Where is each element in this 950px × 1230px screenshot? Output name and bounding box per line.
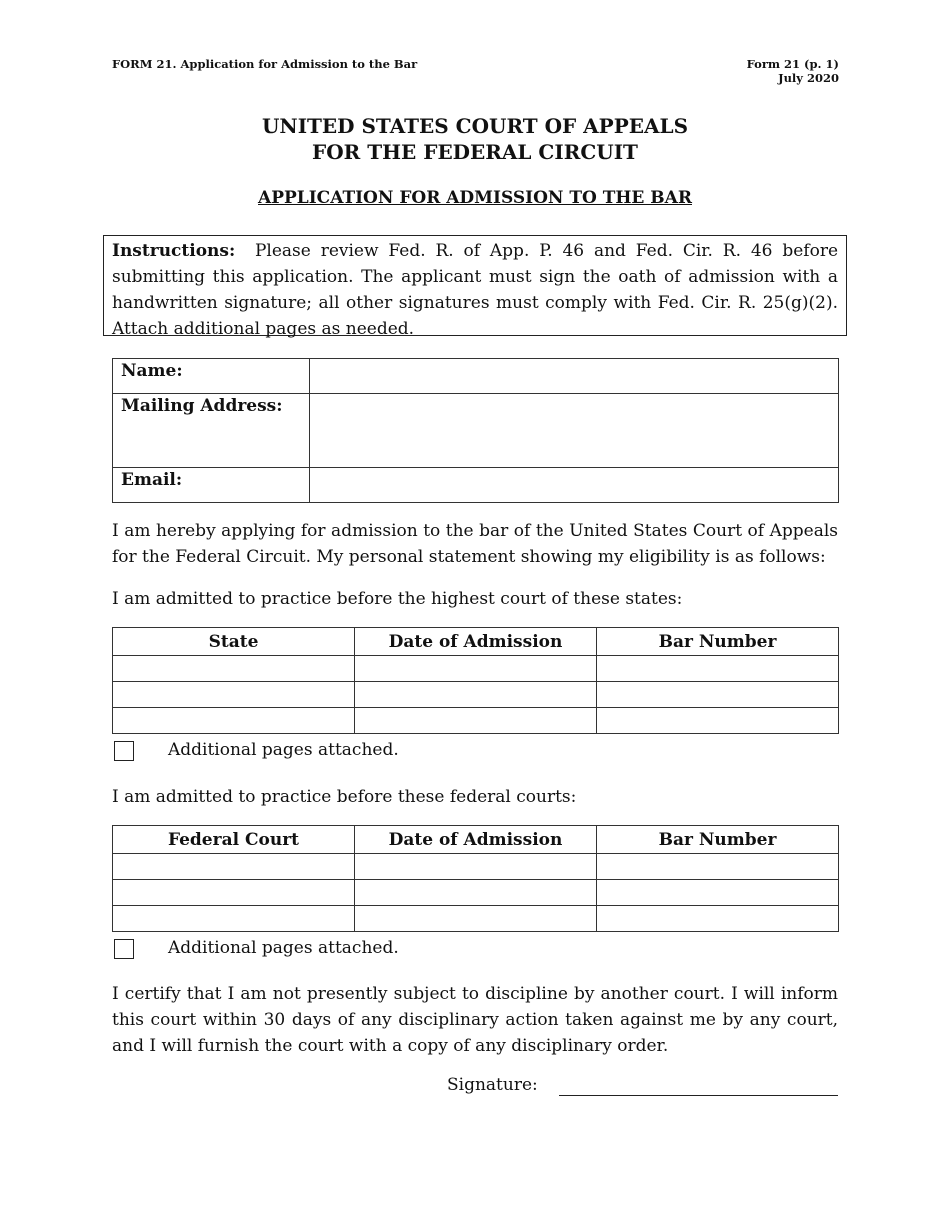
table-row [113, 656, 839, 682]
form-header-right [747, 57, 839, 85]
bar-number-cell[interactable] [597, 880, 839, 906]
state-cell[interactable] [113, 708, 355, 734]
states-table [112, 627, 839, 734]
table-row [113, 906, 839, 932]
email-field[interactable] [310, 468, 839, 503]
date-cell[interactable] [355, 708, 597, 734]
state-cell[interactable] [113, 656, 355, 682]
federal-courts-intro: I am admitted to practice before these federal courts: [112, 787, 577, 807]
bar-number-cell[interactable] [597, 682, 839, 708]
state-cell[interactable] [113, 682, 355, 708]
date-cell[interactable] [355, 906, 597, 932]
date-cell[interactable] [355, 656, 597, 682]
federal-courts-table [112, 825, 839, 932]
federal-header-bar-number: Bar Number [597, 826, 839, 854]
federal-header-court: Federal Court [113, 826, 355, 854]
bar-number-cell[interactable] [597, 854, 839, 880]
bar-number-cell[interactable] [597, 656, 839, 682]
court-title-line1: UNITED STATES COURT OF APPEALS [261, 114, 689, 138]
table-row [113, 854, 839, 880]
states-header-state: State [113, 628, 355, 656]
application-statement: I am hereby applying for admission to the bar of the United States Court of Appeals for the Federal Circuit. My personal statement showing my eligibility is as follows: [112, 521, 838, 567]
table-row [113, 708, 839, 734]
federal-court-cell[interactable] [113, 906, 355, 932]
table-row [113, 880, 839, 906]
instructions-box [103, 235, 847, 339]
additional-pages-label-states: Additional pages attached. [168, 740, 399, 760]
instructions-text: Please review Fed. R. of App. P. 46 and Fed. Cir. R. 46 before submitting this application. The applicant must sign the oath of admission with a handwritten signature; all other signatures must comply with Fed. Cir. R. 25(g)(2). Attach additional pages as needed. [112, 241, 839, 339]
name-label: Name: [113, 359, 310, 394]
federal-court-cell[interactable] [113, 854, 355, 880]
certification-statement: I certify that I am not presently subject to discipline by another court. I will inform this court within 30 days of any disciplinary action taken against me by any court, and I will furnish the court with a copy of any disciplinary order. [112, 984, 838, 1056]
federal-court-cell[interactable] [113, 880, 355, 906]
states-header-date: Date of Admission [355, 628, 597, 656]
bar-number-cell[interactable] [597, 708, 839, 734]
additional-pages-label-federal: Additional pages attached. [168, 938, 399, 958]
applicant-info-table [112, 358, 839, 503]
federal-header-date: Date of Admission [355, 826, 597, 854]
form-number: Form 21 (p. 1) [746, 57, 839, 71]
additional-pages-checkbox-federal[interactable] [114, 939, 134, 959]
states-intro: I am admitted to practice before the highest court of these states: [112, 589, 683, 609]
date-cell[interactable] [355, 854, 597, 880]
signature-line[interactable] [559, 1094, 838, 1096]
mailing-address-label: Mailing Address: [113, 394, 310, 468]
date-cell[interactable] [355, 880, 597, 906]
states-header-bar-number: Bar Number [597, 628, 839, 656]
date-cell[interactable] [355, 682, 597, 708]
court-title-line2: FOR THE FEDERAL CIRCUIT [312, 140, 638, 164]
name-field[interactable] [310, 359, 839, 394]
email-label: Email: [113, 468, 310, 503]
additional-pages-checkbox-states[interactable] [114, 741, 134, 761]
form-date: July 2020 [778, 71, 839, 85]
signature-label: Signature: [447, 1075, 538, 1095]
mailing-address-field[interactable] [310, 394, 839, 468]
form-header-left: FORM 21. Application for Admission to the Bar [112, 57, 418, 71]
table-row [113, 682, 839, 708]
instructions-label: Instructions: [112, 241, 236, 261]
bar-number-cell[interactable] [597, 906, 839, 932]
form-subtitle: APPLICATION FOR ADMISSION TO THE BAR [258, 188, 692, 208]
